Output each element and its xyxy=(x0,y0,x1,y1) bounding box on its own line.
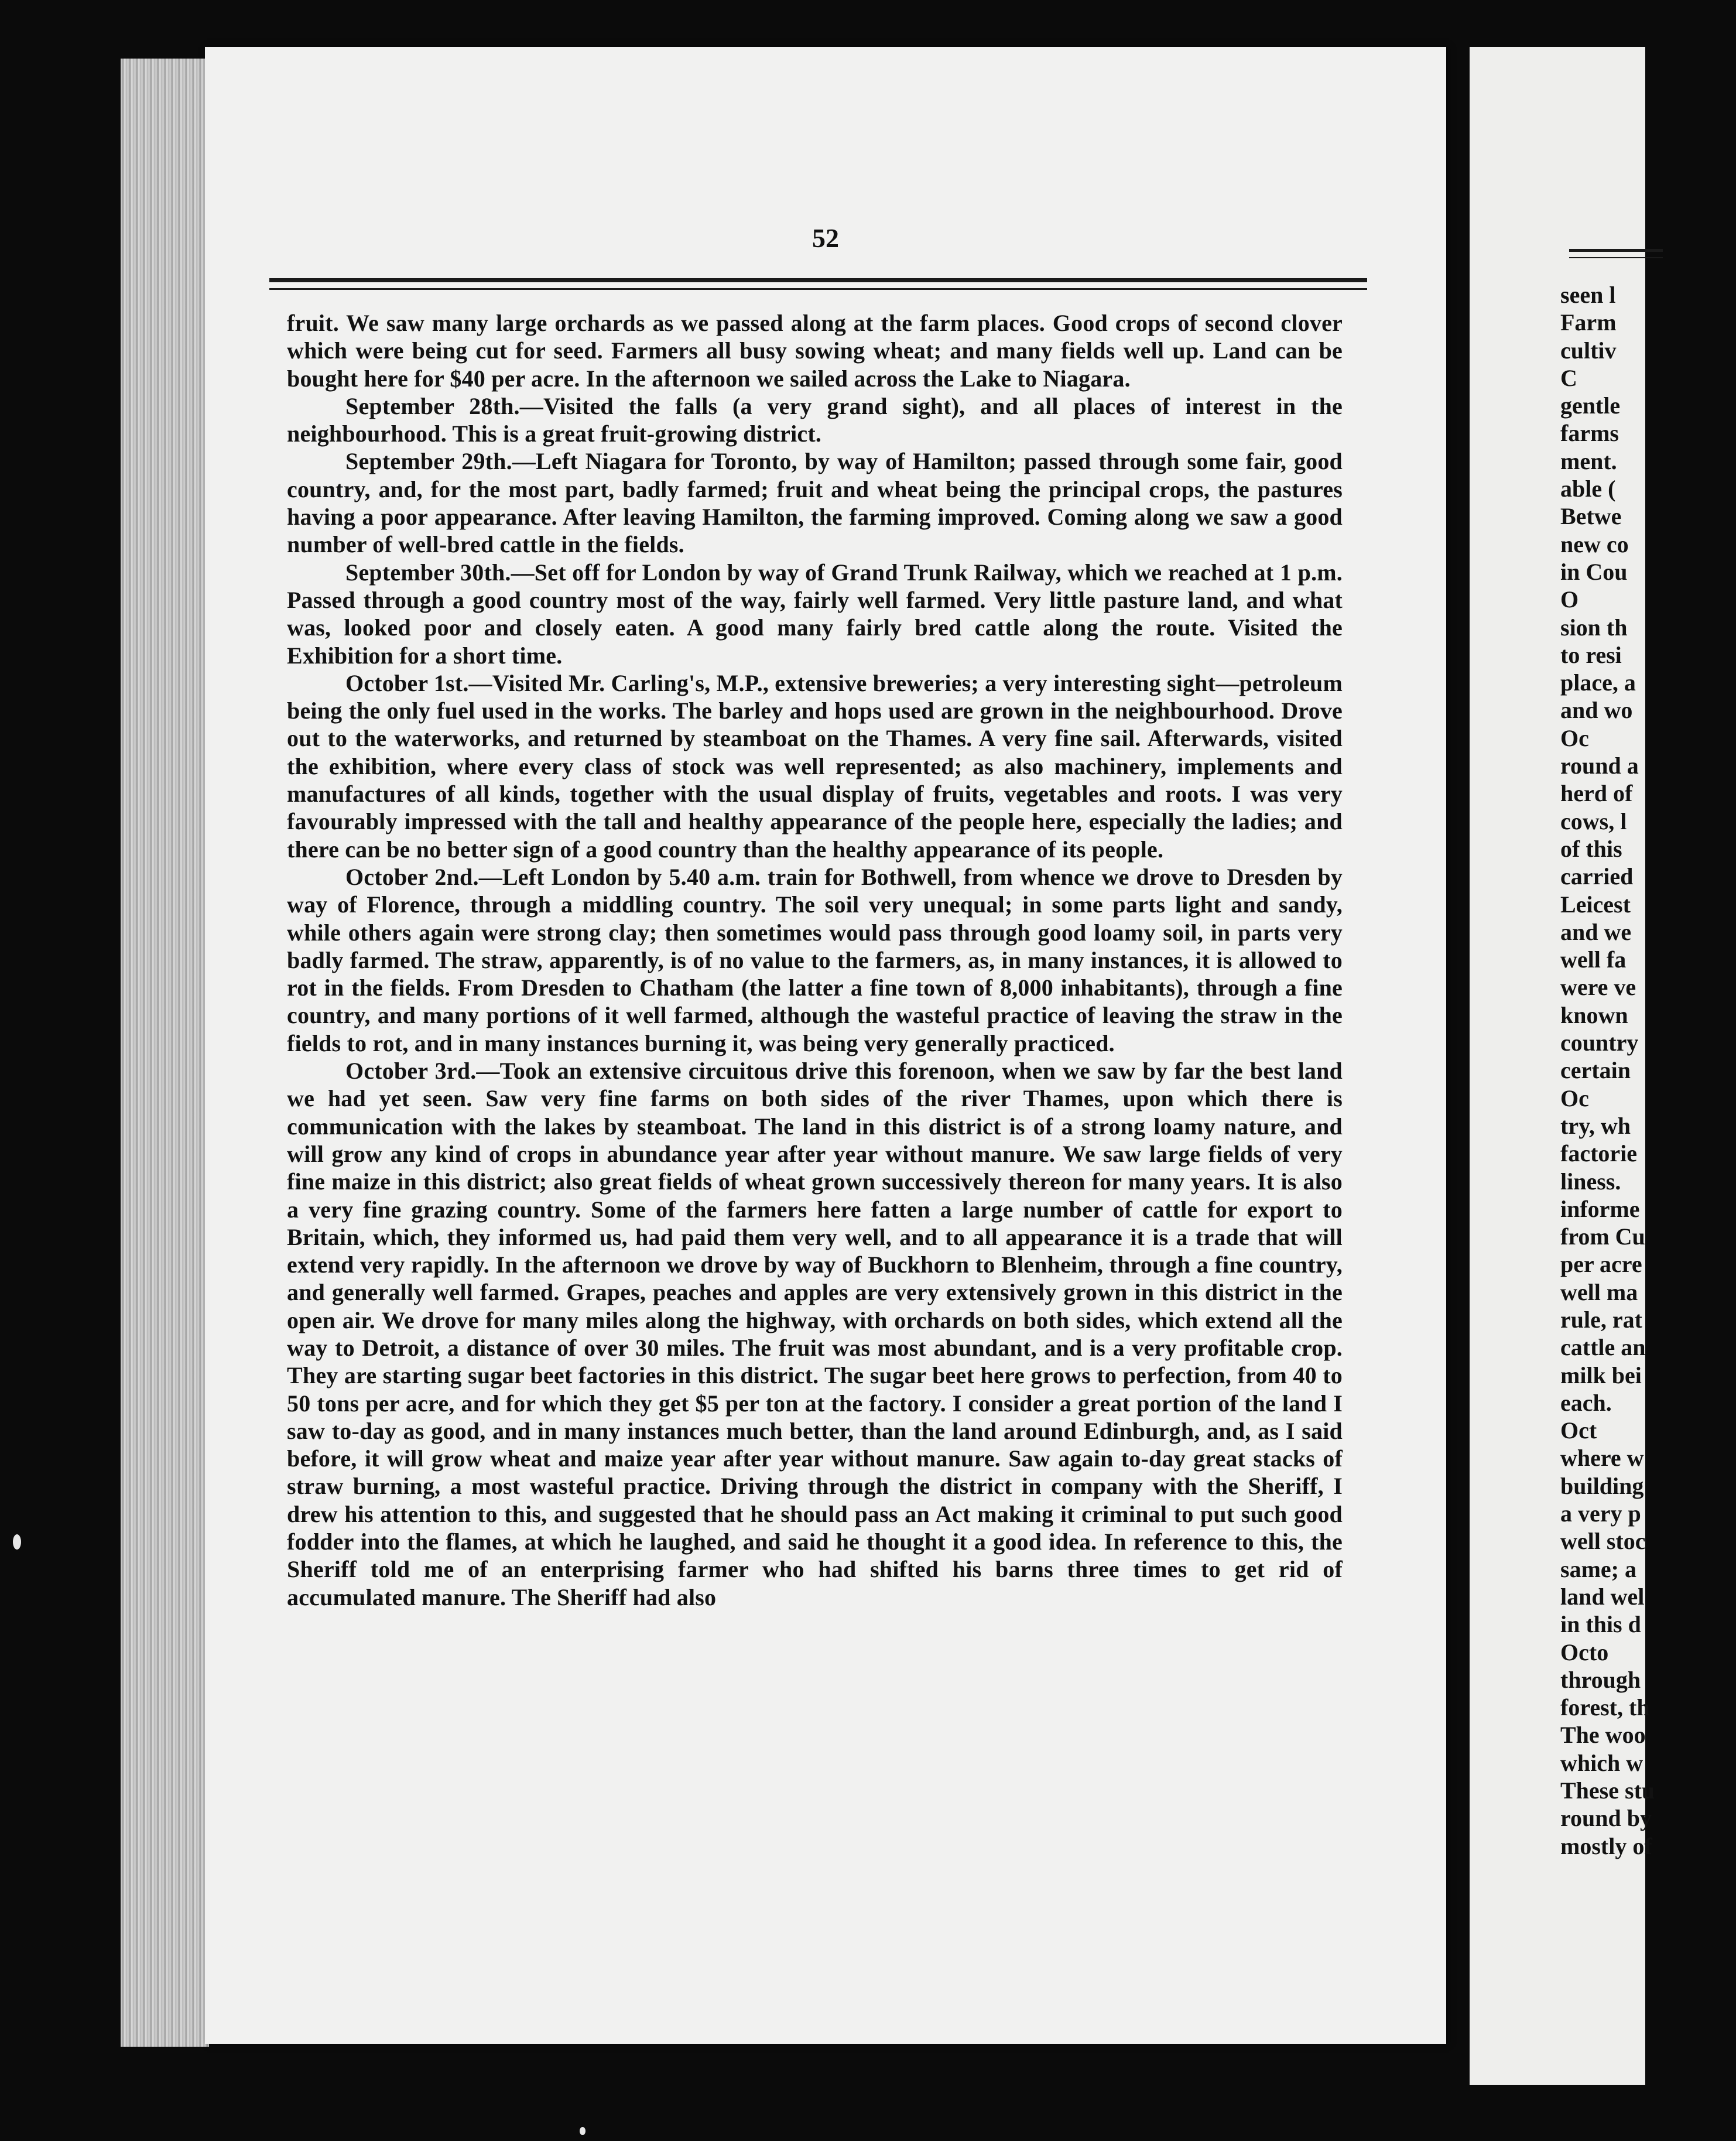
facing-page-line: milk bei xyxy=(1560,1362,1642,1388)
facing-page-line: per acre xyxy=(1560,1251,1642,1278)
facing-page-line: mostly of xyxy=(1560,1832,1652,1859)
facing-page-line: known xyxy=(1560,1001,1628,1028)
facing-page-text xyxy=(1560,281,1736,1860)
facing-page-line: place, a xyxy=(1560,669,1636,696)
facing-page-line: O xyxy=(1560,586,1579,613)
facing-page-line: informe xyxy=(1560,1195,1640,1222)
facing-page-line: herd of xyxy=(1560,780,1633,807)
facing-page-line: Oc xyxy=(1560,724,1589,751)
facing-page-line: round by xyxy=(1560,1805,1652,1832)
facing-page-line: well stoc xyxy=(1560,1528,1646,1555)
facing-page-line: sion th xyxy=(1560,614,1628,641)
dust-speck xyxy=(13,1534,21,1550)
facing-page-line: certain xyxy=(1560,1057,1631,1084)
facing-page-line: Oct xyxy=(1560,1417,1597,1444)
facing-page-line: cattle an xyxy=(1560,1334,1646,1361)
dust-speck xyxy=(580,2127,585,2135)
body-text xyxy=(287,309,1343,1611)
facing-page-line: round a xyxy=(1560,753,1639,779)
paragraph: September 29th.—Left Niagara for Toronto, by way of Hamilton; passed through some fair, good country, and, for the most part, badly farmed; fruit and wheat being the principal crops, the pastures having a poor appearance. After leaving Hamilton, the farming improved. Coming along we saw a good number of well-bred cattle in the fields. xyxy=(287,448,1343,558)
paragraph: fruit. We saw many large orchards as we passed along at the farm places. Good crops of second clover which were being cut for seed. Farmers all busy sowing wheat; and many fields well up. Land can be bought here for $40 per acre. In the afternoon we sailed across the Lake to Niagara. xyxy=(287,310,1343,392)
facing-page-line: a very p xyxy=(1560,1500,1641,1527)
facing-page-line: and wo xyxy=(1560,697,1633,724)
facing-page-line: These stu xyxy=(1560,1777,1655,1804)
facing-page-line: building xyxy=(1560,1472,1644,1499)
facing-page-line: Octo xyxy=(1560,1639,1609,1665)
paragraph: October 2nd.—Left London by 5.40 a.m. train for Bothwell, from whence we drove to Dresden by way of Florence, through a middling country. The soil very unequal; in some parts light and sandy, while others again were strong clay; then sometimes would pass through good loamy soil, in parts very badly farmed. The straw, apparently, is of no value to the farmers, as, in many instances, it is allowed to rot in the fields. From Dresden to Chatham (the latter a fine town of 8,000 inhabitants), through a fine country, and many portions of it well farmed, although the wasteful practice of leaving the straw in the fields to rot, and in many instances burning it, was being very generally practiced. xyxy=(287,863,1343,1056)
facing-page-line: factorie xyxy=(1560,1140,1638,1167)
facing-page-line: land wel xyxy=(1560,1583,1645,1610)
facing-page-line: liness. xyxy=(1560,1168,1621,1195)
facing-page-line: carried xyxy=(1560,863,1634,890)
book-page-edges xyxy=(120,59,209,2047)
paragraph: October 3rd.—Took an extensive circuitous drive this forenoon, when we saw by far the best land we had yet seen. Saw very fine farms on both sides of the river Thames, upon which there is communication with the lakes by steamboat. The land in this district is of a strong loamy nature, and will grow any kind of crops in abundance year after year without manure. We saw large fields of very fine maize in this district; also great fields of wheat grown successively thereon for many years. It is also a very fine grazing country. Some of the farmers here fatten a large number of cattle for export to Britain, which, they informed us, had paid them very well, and to all appearance it is a trade that will extend very rapidly. In the afternoon we drove by way of Buckhorn to Blenheim, through a fine country, and generally well farmed. Grapes, peaches and apples are very extensively grown in this district in the open air. We drove for many miles along the highway, with orchards on both sides, which extend all the way to Detroit, a distance of over 30 miles. The fruit was most abundant, and is a very profitable crop. They are starting sugar beet factories in this district. The sugar beet here grows to perfection, from 40 to 50 tons per acre, and for which they get $5 per ton at the factory. I consider a great portion of the land I saw to-day as good, and in many instances much better, than the land around Edinburgh, and, as I said before, it will grow wheat and maize year after year without manure. Saw again to-day great stacks of straw burning, a most wasteful practice. Driving through the district in company with the Sheriff, I drew his attention to this, and suggested that he should pass an Act making it criminal to put such good fodder into the flames, at which he laughed, and said he thought it a good idea. In reference to this, the Sheriff told me of an enterprising farmer who had shifted his barns three times to get rid of accumulated manure. The Sheriff had also xyxy=(287,1058,1343,1610)
facing-page-line: well ma xyxy=(1560,1278,1638,1305)
facing-page-line: same; a xyxy=(1560,1555,1636,1582)
facing-page-rule-thin xyxy=(1569,257,1663,258)
facing-page-line: through xyxy=(1560,1666,1641,1693)
main-page xyxy=(205,47,1446,2044)
paragraph: October 1st.—Visited Mr. Carling's, M.P., extensive breweries; a very interesting sight—petroleum being the only fuel used in the works. The barley and hops used are grown in the neighbourhood. Drove out to the waterworks, and returned by steamboat on the Thames. A very fine sail. Afterwards, visited the exhibition, where every class of stock was well represented; as also machinery, implements and manufactures of all kinds, together with the usual display of fruits, vegetables and roots. I was very favourably impressed with the tall and healthy appearance of the people here, especially the ladies; and there can be no better sign of a good country than the healthy appearance of its people. xyxy=(287,669,1343,863)
paragraph: September 28th.—Visited the falls (a very grand sight), and all places of interest in the neighbourhood. This is a great fruit-growing district. xyxy=(287,392,1343,447)
facing-page-line: well fa xyxy=(1560,946,1627,973)
facing-page-line: Farm xyxy=(1560,309,1617,336)
facing-page-line: farms xyxy=(1560,420,1619,447)
header-rule-thin xyxy=(269,288,1367,290)
facing-page-line: gentle xyxy=(1560,392,1621,419)
facing-page-line: Leicest xyxy=(1560,891,1631,918)
facing-page-line: Oc xyxy=(1560,1085,1589,1111)
paragraph: September 30th.—Set off for London by way of Grand Trunk Railway, which we reached at 1 p.m. Passed through a good country most of the way, fairly well farmed. Very little pasture land, and what was, looked poor and closely eaten. A good many fairly bred cattle along the route. Visited the Exhibition for a short time. xyxy=(287,559,1343,669)
facing-page-line: Betwe xyxy=(1560,503,1622,530)
facing-page-line: from Cu xyxy=(1560,1223,1645,1250)
facing-page-line: where w xyxy=(1560,1445,1644,1472)
facing-page-line: cows, l xyxy=(1560,808,1627,834)
facing-page-line: were ve xyxy=(1560,974,1636,1001)
facing-page-rule-thick xyxy=(1569,249,1663,252)
facing-page-line: country xyxy=(1560,1030,1639,1056)
facing-page xyxy=(1470,47,1655,2085)
facing-page-line: to resi xyxy=(1560,641,1622,668)
facing-page-line: The woo xyxy=(1560,1722,1646,1749)
facing-page-line: try, wh xyxy=(1560,1112,1631,1139)
page-number: 52 xyxy=(812,223,839,253)
facing-page-line: which w xyxy=(1560,1749,1643,1776)
facing-page-line: able ( xyxy=(1560,476,1616,502)
facing-page-line: of this xyxy=(1560,835,1622,862)
facing-page-line: cultiv xyxy=(1560,337,1617,364)
facing-page-line: in this d xyxy=(1560,1611,1641,1638)
facing-page-line: ment. xyxy=(1560,447,1617,474)
facing-page-line: C xyxy=(1560,364,1577,391)
facing-page-line: rule, rat xyxy=(1560,1306,1642,1333)
facing-page-line: forest, th xyxy=(1560,1694,1650,1721)
facing-page-line: in Cou xyxy=(1560,558,1628,585)
facing-page-line: each. xyxy=(1560,1389,1612,1416)
facing-page-line: new co xyxy=(1560,531,1629,558)
header-rule-thick xyxy=(269,278,1367,282)
facing-page-line: seen l xyxy=(1560,282,1616,308)
facing-page-line: and we xyxy=(1560,918,1632,945)
